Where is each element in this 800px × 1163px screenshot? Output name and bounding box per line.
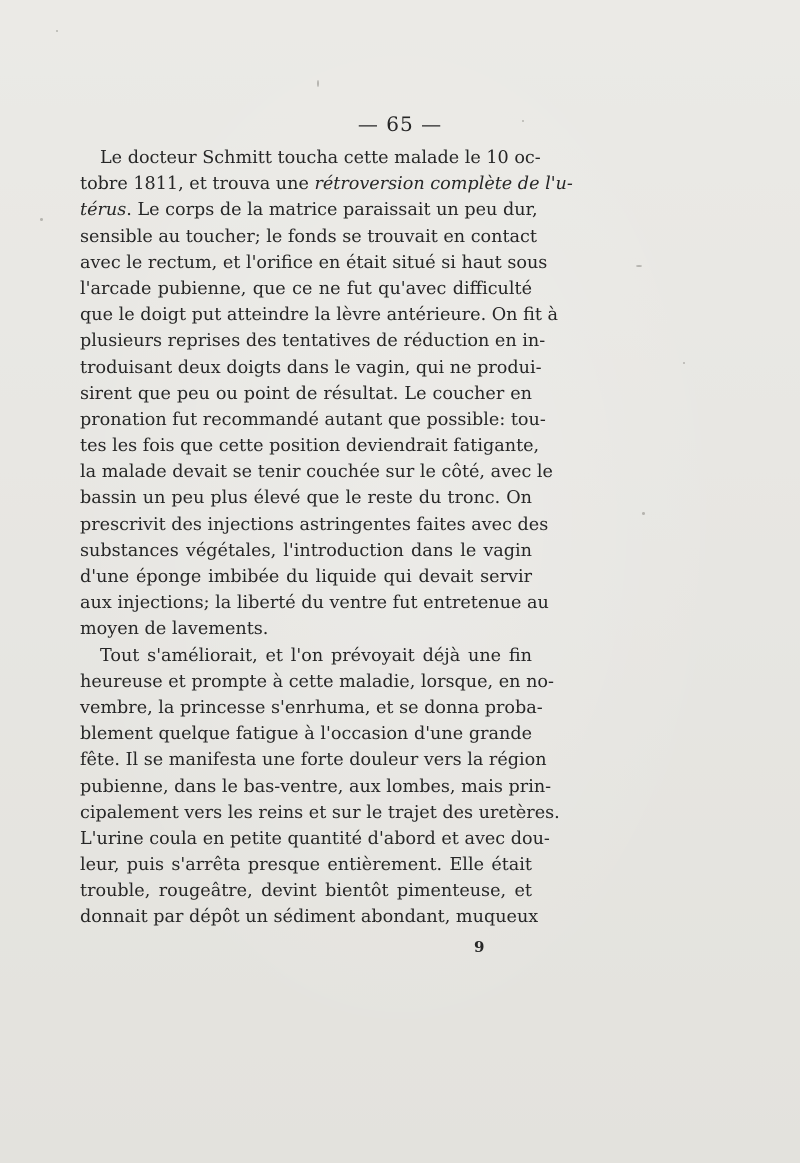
text-line: donnait par dépôt un sédiment abondant, muqueux: [80, 907, 539, 928]
text-line: plusieurs reprises des tentatives de réduction en in-: [80, 331, 546, 352]
text-line: tes les fois que cette position deviendrait fatigante,: [80, 436, 540, 457]
text-line: la malade devait se tenir couchée sur le côté, avec le: [80, 462, 553, 483]
paragraph: [80, 643, 560, 931]
text-line: trouble, rougeâtre, devint bientôt pimenteuse, et: [80, 881, 532, 902]
body-text: [80, 145, 573, 931]
text-line: aux injections; la liberté du ventre fut entretenue au: [80, 593, 549, 614]
text-line: prescrivit des injections astringentes faites avec des: [80, 514, 549, 535]
text-line: blement quelque fatigue à l'occasion d'une grande: [80, 724, 532, 745]
text-line: l'arcade pubienne, que ce ne fut qu'avec difficulté: [80, 278, 532, 299]
paper-speck: [636, 265, 642, 267]
text-line: Le docteur Schmitt toucha cette malade le 10 oc-: [100, 148, 541, 168]
paragraph: [80, 145, 573, 643]
text-line: sirent que peu ou point de résultat. Le coucher en: [80, 383, 532, 404]
paper-speck: [522, 120, 524, 122]
signature-mark: 9: [474, 938, 485, 956]
text-line: fête. Il se manifesta une forte douleur vers la région: [80, 750, 547, 771]
text-line: Tout s'améliorait, et l'on prévoyait déjà une fin: [100, 645, 532, 666]
text-line: heureuse et prompte à cette maladie, lorsque, en no-: [80, 671, 554, 692]
text-line: avec le rectum, et l'orifice en était situé si haut sous: [80, 252, 548, 273]
text-line: sensible au toucher; le fonds se trouvait en contact: [80, 226, 537, 247]
text-line: tobre 1811, et trouva une rétroversion complète de l'u-: [80, 174, 573, 195]
text-line: cipalement vers les reins et sur le trajet des uretères.: [80, 802, 560, 823]
text-line: L'urine coula en petite quantité d'abord et avec dou-: [80, 828, 550, 849]
italic-term: rétroversion complète de l'u-: [314, 174, 573, 195]
paper-speck: [56, 30, 58, 32]
text-line: substances végétales, l'introduction dans le vagin: [80, 540, 532, 561]
paper-speck: [642, 512, 645, 515]
text-line: moyen de lavements.: [80, 619, 269, 640]
text-line: leur, puis s'arrêta presque entièrement. Elle était: [80, 855, 532, 876]
text-line: bassin un peu plus élevé que le reste du tronc. On: [80, 488, 532, 509]
text-line: térus. Le corps de la matrice paraissait un peu dur,: [80, 200, 538, 221]
text-line: pronation fut recommandé autant que possible: tou-: [80, 409, 546, 430]
paper-speck: [317, 80, 319, 87]
italic-term: térus: [80, 200, 127, 221]
paper-speck: [683, 362, 685, 364]
paper-speck: [40, 218, 43, 221]
text-line: pubienne, dans le bas-ventre, aux lombes, mais prin-: [80, 776, 552, 797]
page-number: — 65 —: [357, 112, 443, 136]
text-line: d'une éponge imbibée du liquide qui devait servir: [80, 567, 532, 587]
text-line: vembre, la princesse s'enrhuma, et se donna proba-: [80, 697, 543, 718]
text-line: troduisant deux doigts dans le vagin, qui ne produi-: [80, 357, 542, 378]
text-line: que le doigt put atteindre la lèvre antérieure. On fit à: [80, 305, 558, 326]
